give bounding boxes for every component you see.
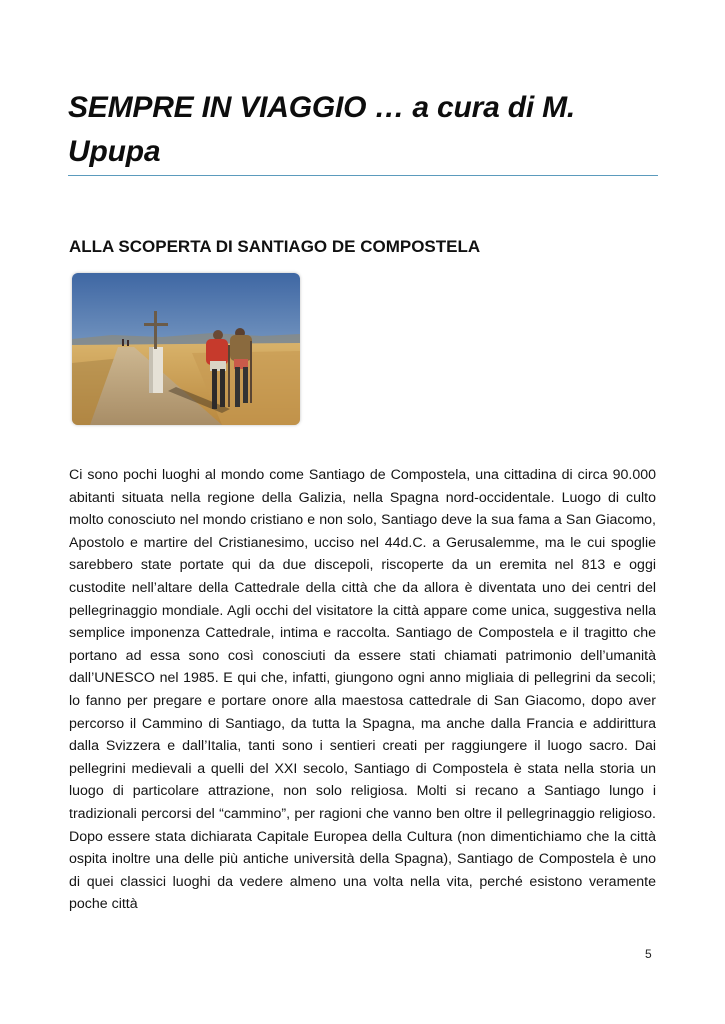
section-heading: ALLA SCOPERTA DI SANTIAGO DE COMPOSTELA <box>69 237 481 256</box>
article-body: Ci sono pochi luoghi al mondo come Santiago de Compostela, una cittadina di circa 90.000 abitanti situata nella regione della Galizia, nella Spagna nord-occidentale. Luogo di culto molto conosciuto nel mondo cristiano e non solo, Santiago deve la sua fama a San Giacomo, Apostolo e martire del Cristianesimo, ucciso nel 44d.C. a Gerusalemme, ma le cui spoglie sarebbero state portate qui da due discepoli, riscoperte da un eremita nel 813 e oggi custodite nell’altare della Cattedrale della città che da allora è diventata uno dei centri del pellegrinaggio mondiale. Agli occhi del visitatore la città appare come unica, suggestiva nella semplice imponenza Cattedrale, intima e raccolta. Santiago de Compostela e il tragitto che portano ad essa sono così conosciuti da essere stati chiamati patrimonio dell’umanità dall’UNESCO nel 1985. E qui che, infatti, giungono ogni anno migliaia di pellegrini da secoli; lo fanno per pregare e portare onore alla maestosa cattedrale di San Giacomo, dopo aver percorso il Cammino di Santiago, da tutta la Spagna, ma anche dalla Francia e addirittura dalla Svizzera e dall’Italia, tanti sono i sentieri creati per raggiungere il luogo sacro. Dai pellegrini medievali a quelli del XXI secolo, Santiago di Compostela è stata nella storia un luogo di particolare attrazione, non solo religiosa. Molti si recano a Santiago lungo i tradizionali percorsi del “cammino”, per ragioni che vanno ben oltre il pellegrinaggio religioso. Dopo essere stata dichiarata Capitale Europea della Cultura (non dimentichiamo che la città ospita inoltre una delle più antiche università della Spagna), Santiago de Compostela è uno di quei classici luoghi da vedere almeno una volta nella vita, perché esistono veramente poche città <box>69 467 656 913</box>
pilgrims-photo <box>72 273 300 425</box>
pilgrims-photo-icon <box>72 273 300 425</box>
page-number: 5 <box>645 947 652 961</box>
title-divider <box>68 175 658 176</box>
page-title: SEMPRE IN VIAGGIO … a cura di M. Upupa <box>68 91 576 168</box>
